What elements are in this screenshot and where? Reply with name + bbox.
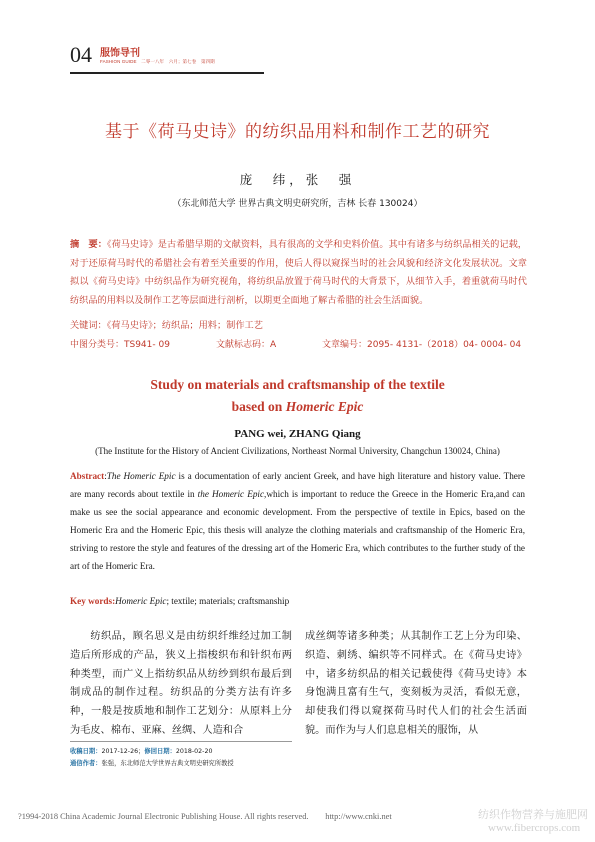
abstract-en-colon: : <box>104 471 107 481</box>
authors-cn: 庞 纬，张 强 <box>239 172 356 187</box>
journal-title: 服饰导刊 <box>100 48 140 59</box>
keywords-en-text: ; textile; materials; craftsmanship <box>166 596 290 606</box>
clc-number: 中图分类号：TS941- 09 <box>70 340 170 350</box>
affiliation-en: (The Institute for the History of Ancient Civilizations, Northeast Normal University, Changchun 130024, China) <box>95 446 500 456</box>
abstract-en-italic-2: the Homeric Epic <box>197 488 265 499</box>
authors-en: PANG wei, ZHANG Qiang <box>234 428 361 440</box>
abstract-cn <box>70 236 527 310</box>
revised-label: 修回日期： <box>144 748 176 755</box>
copyright-notice: ?1994-2018 China Academic Journal Electronic Publishing House. All rights reserved. http://www.cnki.net <box>18 812 392 821</box>
document-code: 文献标志码：A <box>216 340 277 350</box>
keywords-en-italic: Homeric Epic <box>115 596 167 606</box>
abstract-en-text-1: is a documentation of early ancient Greek, and have high literature and history value. There are many records about textile in <box>70 471 526 499</box>
paper-title-en-line2-italic: Homeric Epic <box>285 399 364 414</box>
corresponding-author: 张强，东北师范大学世界古典文明史研究所教授 <box>101 760 234 767</box>
paper-title-cn: 基于《荷马史诗》的纺织品用料和制作工艺的研究 <box>105 122 490 142</box>
paper-title-en <box>0 374 595 418</box>
keywords-cn-label: 关键词： <box>70 320 107 331</box>
footnote-divider <box>70 741 292 742</box>
keywords-cn-text: 《荷马史诗》；纺织品；用料；制作工艺 <box>106 320 263 331</box>
abstract-en-italic-1: The Homeric Epic <box>106 471 176 481</box>
received-date: 2017-12-26； <box>101 748 145 755</box>
keywords-en-label: Key words: <box>70 596 116 606</box>
abstract-cn-label: 摘 要： <box>70 239 107 250</box>
abstract-cn-text: 《荷马史诗》是古希腊早期的文献资料，具有很高的文学和史料价值。其中有诸多与纺织品相关的记载，对于还原荷马时代的希腊社会有着至关重要的作用，使后人得以窥探当时的社会风貌和经济文化发展状况。文章拟以《荷马史诗》中纺织品作为研究视角，将纺织品放置于荷马时代的大背景下，从细节入手，着重就荷马时代纺织品的用料以及制作工艺等层面进行剖析，以期更全面地了解古希腊的社会生活面貌。 <box>70 239 527 306</box>
footnote-dates <box>70 746 212 755</box>
abstract-en-text-2: ,which is important to reduce the Greece in the Homeric Era,and can make us see the social appearance and economic development. From the perspective of textile in Epics, based on the Homeric Era and the Homeric Epic, this thesis will analyze the clothing materials and craftsmanship of the Homeric Era, striving to restore the style and features of the dressing art of the Homeric Era, which contributes to the further study of the art of the Homeric Era. <box>70 488 525 571</box>
footnote-author <box>70 758 234 767</box>
paper-title-en-line1: Study on materials and craftsmanship of the textile <box>150 377 445 392</box>
header-divider <box>70 72 264 74</box>
watermark-text-cn: 纺织作物营养与施肥网 <box>478 808 588 821</box>
keywords-en <box>70 596 289 606</box>
body-text-right-column: 成丝绸等诸多种类；从其制作工艺上分为印染、织造、刺绣、编织等不同样式。在《荷马史诗》中，诸多纺织品的相关记载使得《荷马史诗》本身饱满且富有生气，变刻板为灵活，看似无意，却使我们得以窥探荷马时代人们的社会生活面貌。而作为与人们息息相关的服饰，从 <box>305 631 527 736</box>
journal-issue-info: FASHION GUIDE 二零一八年 六月；第七卷 第四期 <box>100 59 215 64</box>
paper-title-en-line2 <box>0 396 595 418</box>
abstract-en-label: Abstract <box>70 471 105 481</box>
article-number: 文章编号：2095- 4131-（2018）04- 0004- 04 <box>322 340 522 350</box>
keywords-cn <box>70 317 263 331</box>
corresponding-author-label: 通信作者： <box>70 760 102 767</box>
watermark-url: www.fibercrops.com <box>488 822 581 834</box>
page-number: 04 <box>70 42 92 67</box>
body-text-left-column: 纺织品，顾名思义是由纺织纤维经过加工制造后所形成的产品，狭义上指梭织布和针织布两种类型，而广义上指纺织品从纺纱到织布最后到制成品的制作过程。纺织品的分类方法有许多种，一般是按质地和制作工艺划分：从原料上分为毛皮、棉布、亚麻、丝绸、人造和合 <box>70 631 292 736</box>
received-label: 收稿日期： <box>70 748 102 755</box>
affiliation-cn: （东北师范大学 世界古典文明史研究所，吉林 长春 130024） <box>172 199 423 209</box>
abstract-en <box>70 468 525 575</box>
revised-date: 2018-02-20 <box>175 748 213 755</box>
paper-title-en-line2-pre: based on <box>231 399 286 414</box>
